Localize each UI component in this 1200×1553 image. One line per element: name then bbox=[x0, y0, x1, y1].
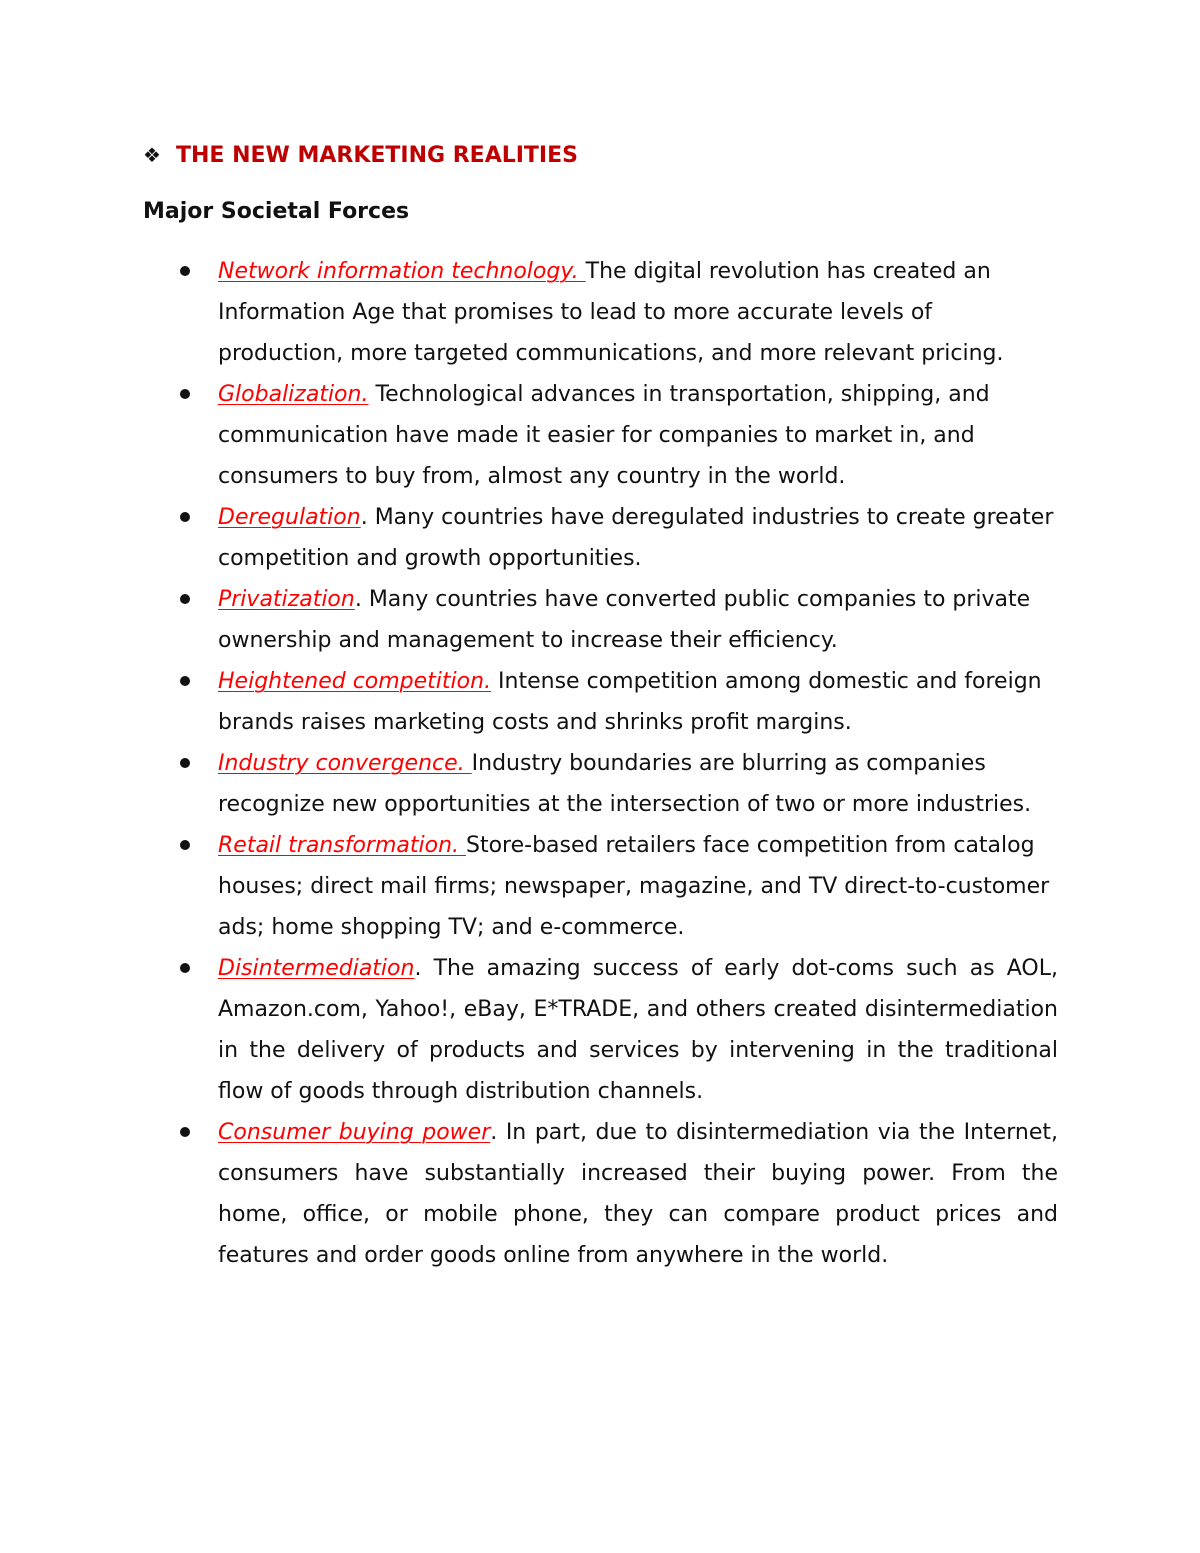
list-item-industry-convergence bbox=[143, 743, 1058, 825]
term-globalization: Globalization. bbox=[218, 382, 369, 407]
description-industry-convergence: Industry boundaries are blurring as companies recognize new opportunities at the intersection of two or more industries. bbox=[218, 751, 1032, 817]
term-disintermediation: Disintermediation bbox=[218, 956, 415, 981]
description-globalization: Technological advances in transportation, shipping, and communication have made it easier for companies to market in, and consumers to buy from, almost any country in the world. bbox=[218, 382, 990, 489]
societal-forces-list bbox=[143, 251, 1058, 1276]
description-privatization: . Many countries have converted public companies to private ownership and management to increase their efficiency. bbox=[218, 587, 1031, 653]
term-industry-convergence: Industry convergence. bbox=[218, 751, 472, 776]
section-heading-text: THE NEW MARKETING REALITIES bbox=[176, 143, 578, 168]
subheading: Major Societal Forces bbox=[143, 199, 410, 224]
term-heightened-competition: Heightened competition. bbox=[218, 669, 492, 694]
list-item-globalization bbox=[143, 374, 1058, 497]
bullet-icon bbox=[180, 512, 190, 522]
section-heading bbox=[143, 139, 578, 172]
term-network-information-technology: Network information technology. bbox=[218, 259, 586, 284]
description-disintermediation: . The amazing success of early dot-coms such as AOL, Amazon.com, Yahoo!, eBay, E*TRADE, and others created disintermediation in the delivery of products and services by intervening in the traditional flow of goods through distribution channels. bbox=[218, 956, 1058, 1104]
bullet-icon bbox=[180, 963, 190, 973]
list-item-deregulation bbox=[143, 497, 1058, 579]
list-item-retail-transformation bbox=[143, 825, 1058, 948]
bullet-icon bbox=[180, 1127, 190, 1137]
list-item-network-information-technology bbox=[143, 251, 1058, 374]
term-retail-transformation: Retail transformation. bbox=[218, 833, 466, 858]
bullet-icon bbox=[180, 758, 190, 768]
term-consumer-buying-power: Consumer buying power bbox=[218, 1120, 491, 1145]
bullet-icon bbox=[180, 840, 190, 850]
diamond-bullet-icon: ❖ bbox=[143, 143, 161, 167]
term-deregulation: Deregulation bbox=[218, 505, 361, 530]
description-consumer-buying-power: . In part, due to disintermediation via the Internet, consumers have substantially increased their buying power. From the home, office, or mobile phone, they can compare product prices and features and order goods online from anywhere in the world. bbox=[218, 1120, 1058, 1268]
list-item-privatization bbox=[143, 579, 1058, 661]
description-deregulation: . Many countries have deregulated industries to create greater competition and growth opportunities. bbox=[218, 505, 1054, 571]
bullet-icon bbox=[180, 594, 190, 604]
list-item-heightened-competition bbox=[143, 661, 1058, 743]
list-item-consumer-buying-power bbox=[143, 1112, 1058, 1276]
description-network-information-technology: The digital revolution has created an Information Age that promises to lead to more accurate levels of production, more targeted communications, and more relevant pricing. bbox=[218, 259, 1004, 366]
description-retail-transformation: Store-based retailers face competition from catalog houses; direct mail firms; newspaper, magazine, and TV direct-to-customer ads; home shopping TV; and e-commerce. bbox=[218, 833, 1050, 940]
bullet-icon bbox=[180, 266, 190, 276]
term-privatization: Privatization bbox=[218, 587, 355, 612]
bullet-icon bbox=[180, 389, 190, 399]
bullet-icon bbox=[180, 676, 190, 686]
list-item-disintermediation bbox=[143, 948, 1058, 1112]
description-heightened-competition: Intense competition among domestic and foreign brands raises marketing costs and shrinks profit margins. bbox=[218, 669, 1042, 735]
